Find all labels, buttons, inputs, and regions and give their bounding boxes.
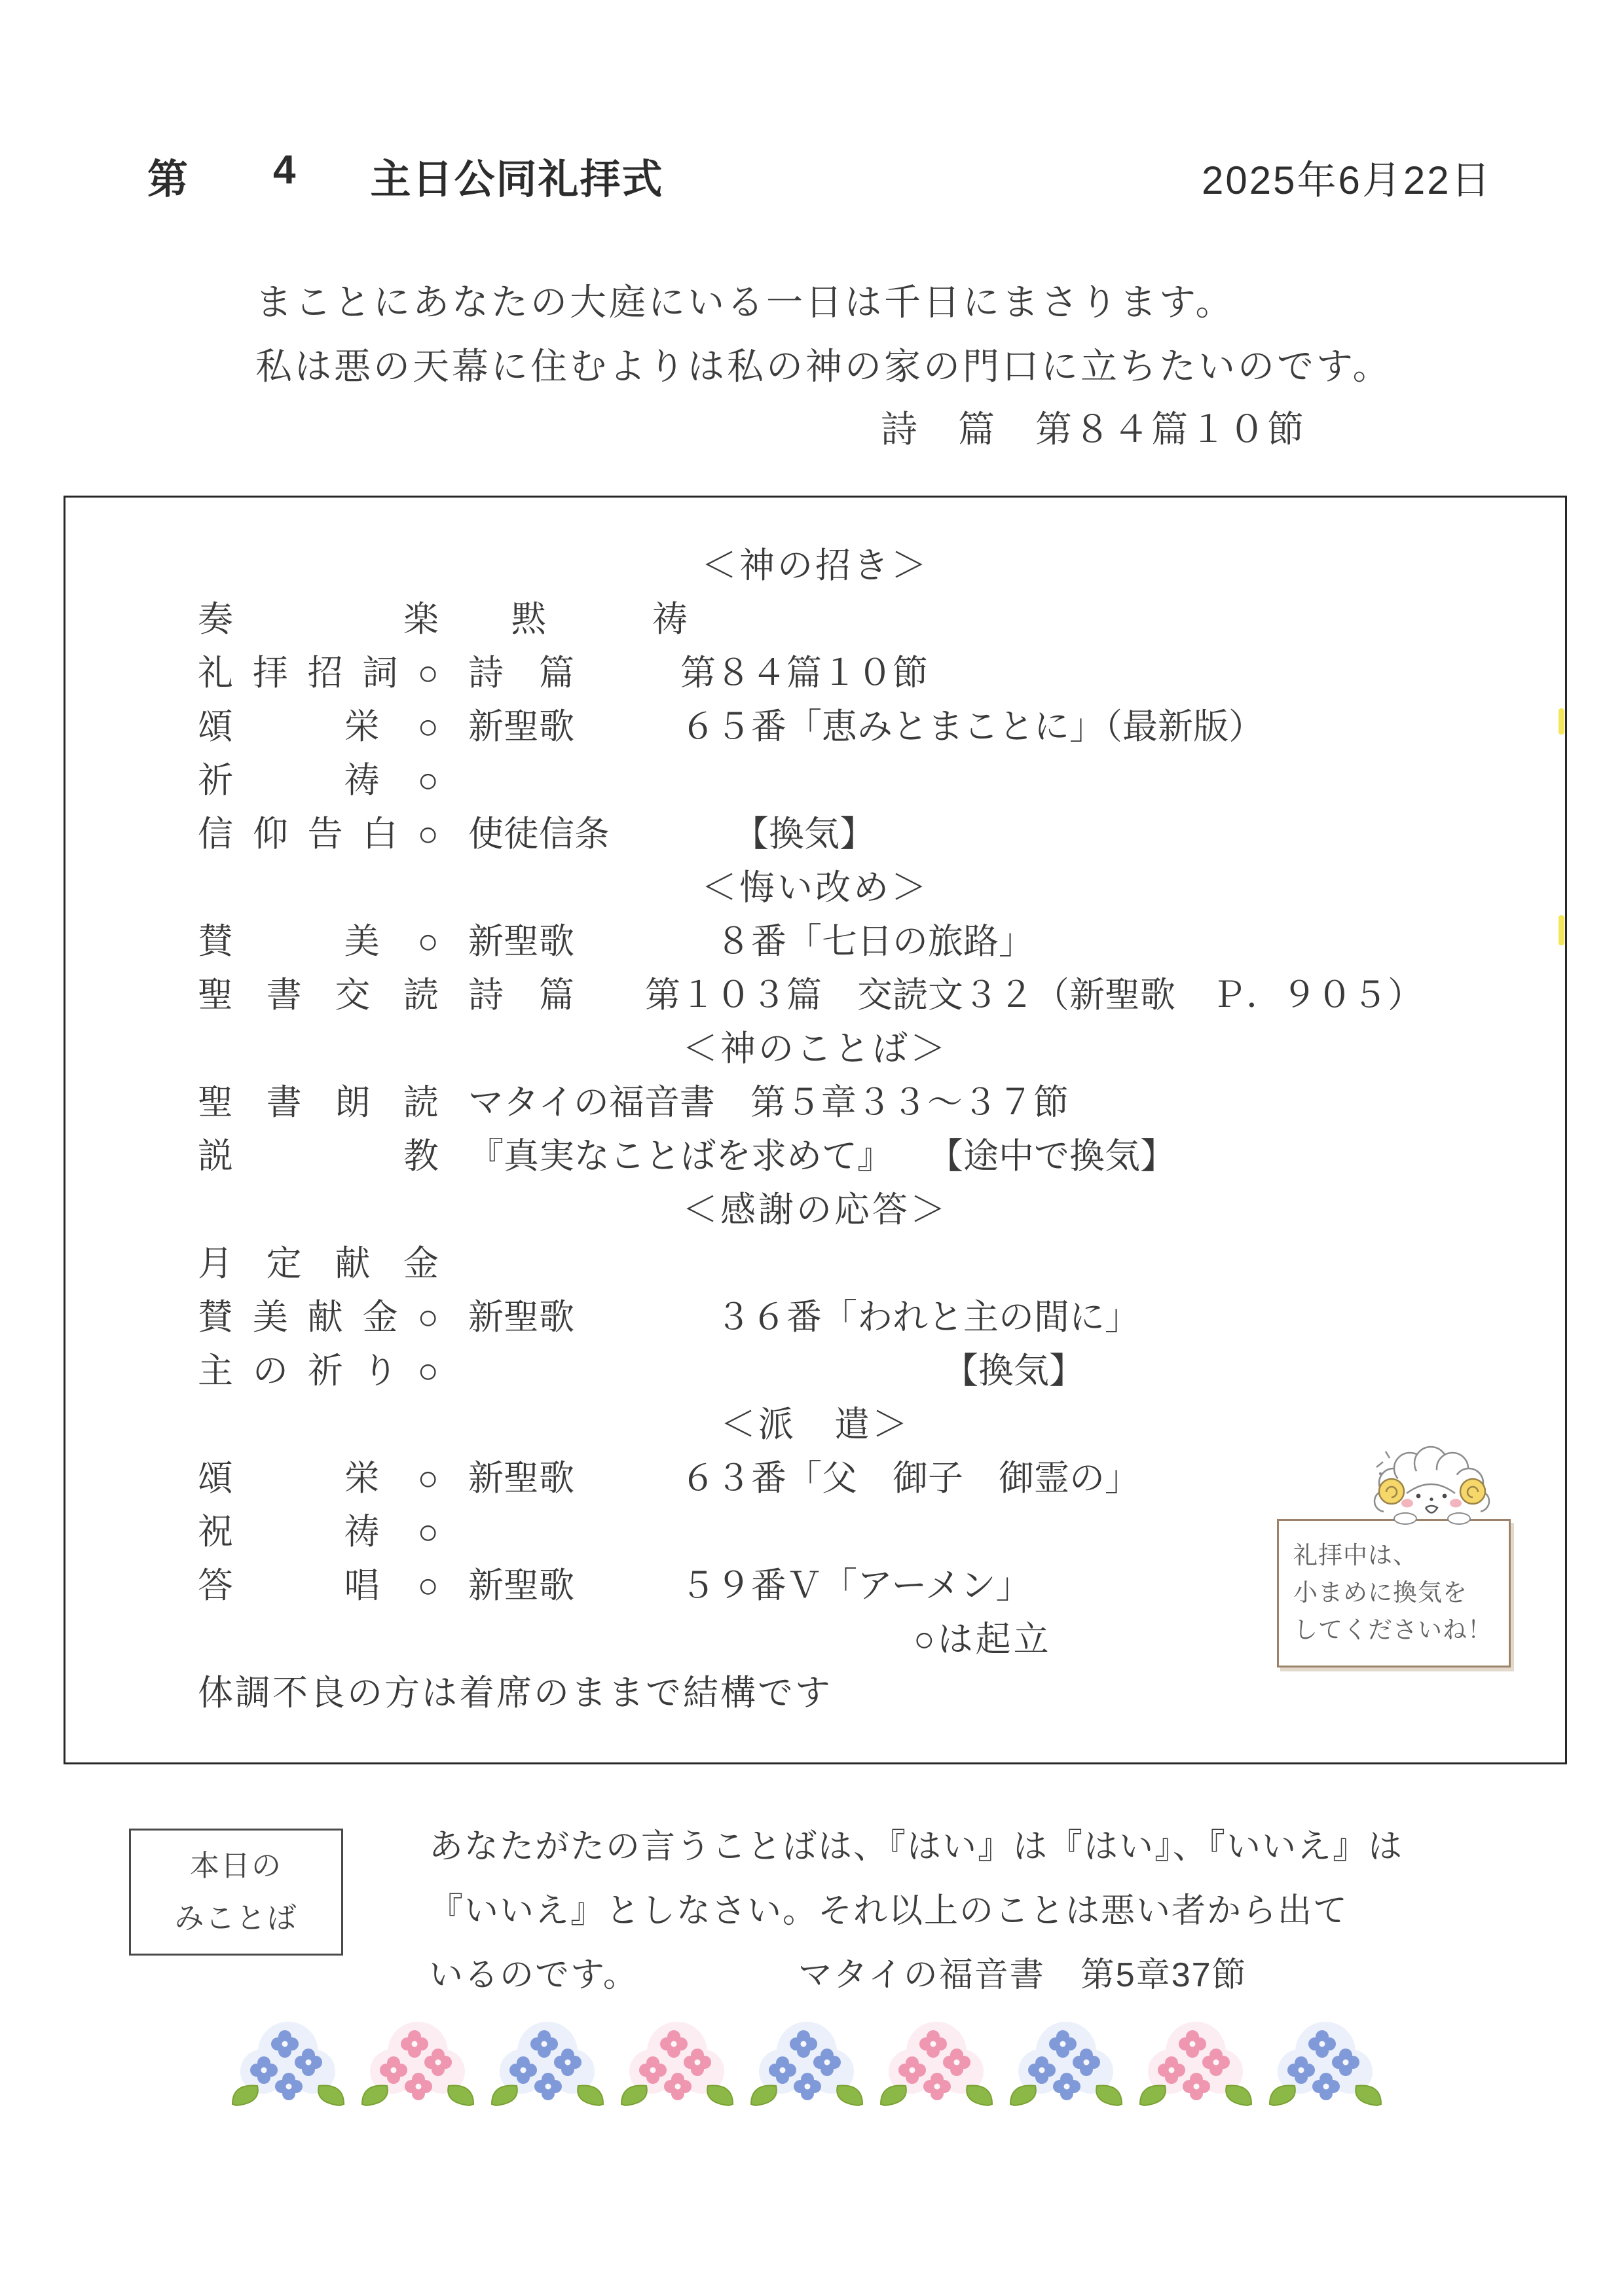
hydrangea-flower-icon: [1134, 2018, 1258, 2109]
sheep-mascot-icon: [1367, 1444, 1498, 1527]
order-row: [65, 1233, 1565, 1287]
order-item-content: 黙 祷: [511, 599, 688, 639]
service-date: 2025年6月22日: [1202, 158, 1492, 202]
order-row: [65, 1072, 1565, 1126]
order-section-heading: ＜感謝の応答＞: [682, 1190, 948, 1230]
order-item-content: 新聖歌 ５９番Ｖ「アーメン」: [468, 1565, 1031, 1605]
hydrangea-flower-icon: [874, 2018, 999, 2109]
order-item-content: 新聖歌 ６３番「父 御子 御霊の」: [468, 1458, 1140, 1498]
order-item-content: 詩 篇 第８４篇１０節: [468, 653, 928, 693]
verse-line-1: あなたがたの言うことばは、『はい』は『はい』、『いいえ』は: [429, 1828, 1404, 1866]
hydrangea-flower-icon: [485, 2018, 610, 2109]
order-item-label: 頌 栄○: [198, 706, 439, 746]
order-item-content: マタイの福音書 第５章３３～３７節: [468, 1082, 1069, 1122]
order-row: [65, 911, 1565, 965]
order-section-heading: ＜悔い改め＞: [701, 867, 929, 907]
scripture-quote-line-2: 私は悪の天幕に住むよりは私の神の家の門口に立ちたいのです。: [255, 346, 1392, 387]
order-item-label: 祝 祷○: [198, 1512, 439, 1552]
order-section-heading: ＜神のことば＞: [682, 1029, 948, 1068]
sparkle-icon: [1376, 1451, 1390, 1467]
order-item-label: 賛美献金○: [198, 1297, 439, 1337]
order-row: [65, 750, 1565, 804]
order-item-label: 説 教: [198, 1136, 439, 1176]
order-row: [65, 804, 1565, 858]
order-item-label: 信仰告白○: [198, 814, 439, 854]
order-item-label: 奏 楽: [198, 599, 439, 639]
order-item-label: 聖書交読: [198, 975, 439, 1015]
order-row: [65, 1341, 1565, 1394]
todays-word-box: [129, 1829, 343, 1956]
todays-word-label-2: みことば: [174, 1901, 298, 1935]
todays-word-label-1: 本日の: [189, 1849, 282, 1882]
sheep-hand-icon: [1393, 1512, 1417, 1525]
order-section-heading: ＜派 遣＞: [720, 1404, 910, 1444]
title-text: 主日公同礼拝式: [370, 157, 664, 202]
ventilation-sign: [1277, 1519, 1511, 1667]
order-item-content: 詩 篇 第１０３篇 交読文３２（新聖歌 Ｐ．９０５）: [468, 975, 1423, 1015]
order-item-content: 【換気】: [943, 1351, 1084, 1391]
order-item-label: 礼拝招詞○: [198, 653, 439, 693]
title-prefix: 第: [147, 157, 190, 202]
order-section-heading: ＜神の招き＞: [701, 545, 929, 585]
order-item-label: 賛 美○: [198, 921, 439, 961]
order-row: [65, 1287, 1565, 1341]
flower-border: [226, 2018, 1388, 2109]
ventilation-sign-line: してくださいね！: [1293, 1616, 1492, 1643]
scripture-quote-line-1: まことにあなたの大庭にいる一日は千日にまさります。: [255, 282, 1235, 323]
order-row: [65, 643, 1565, 697]
order-item-content: 新聖歌 ８番「七日の旅路」: [468, 921, 1034, 961]
scan-mark: [1559, 708, 1564, 735]
order-row: [65, 697, 1565, 750]
order-item-label: 祈 祷○: [198, 760, 439, 800]
hydrangea-flower-icon: [1004, 2018, 1128, 2109]
hydrangea-flower-icon: [356, 2018, 480, 2109]
scan-mark: [1559, 915, 1564, 945]
page-title: [147, 147, 664, 205]
order-item-label: 答 唱○: [198, 1565, 439, 1605]
verse-line-2: 『いいえ』としなさい。それ以上のことは悪い者から出て: [429, 1892, 1349, 1930]
hydrangea-flower-icon: [745, 2018, 869, 2109]
ventilation-sign-line: 礼拝中は、: [1293, 1542, 1418, 1569]
hydrangea-flower-icon: [1263, 2018, 1388, 2109]
order-row: ○は起立: [913, 1619, 1052, 1659]
service-number: 4: [273, 147, 297, 192]
order-row: [65, 1448, 1565, 1502]
sheep-hand-icon: [1447, 1512, 1471, 1525]
ventilation-sign-line: 小まめに換気を: [1293, 1579, 1467, 1606]
order-item-content: 『真実なことばを求めて』 【途中で換気】: [468, 1136, 1175, 1176]
order-item-content: 新聖歌 ３６番「われと主の間に」: [468, 1297, 1140, 1337]
scripture-quote-reference: 詩 篇 第８４篇１０節: [881, 409, 1306, 450]
order-row: [65, 965, 1565, 1019]
order-item-label: 主の祈り○: [198, 1351, 439, 1391]
hydrangea-flower-icon: [226, 2018, 350, 2109]
order-item-content: 新聖歌 ６５番「恵みとまことに」（最新版）: [468, 706, 1264, 746]
verse-line-3: いるのです。 マタイの福音書 第5章37節: [429, 1956, 1247, 1994]
order-item-label: 月定献金: [198, 1243, 439, 1283]
order-row: [65, 589, 1565, 643]
order-item-label: 聖書朗読: [198, 1082, 439, 1122]
order-item-label: 頌 栄○: [198, 1458, 439, 1498]
order-row: [65, 1126, 1565, 1180]
todays-word-verse: [429, 1815, 1403, 2007]
order-row: 体調不良の方は着席のままで結構です: [198, 1673, 832, 1713]
hydrangea-flower-icon: [615, 2018, 739, 2109]
order-item-content: 使徒信条 【換気】: [468, 814, 875, 854]
